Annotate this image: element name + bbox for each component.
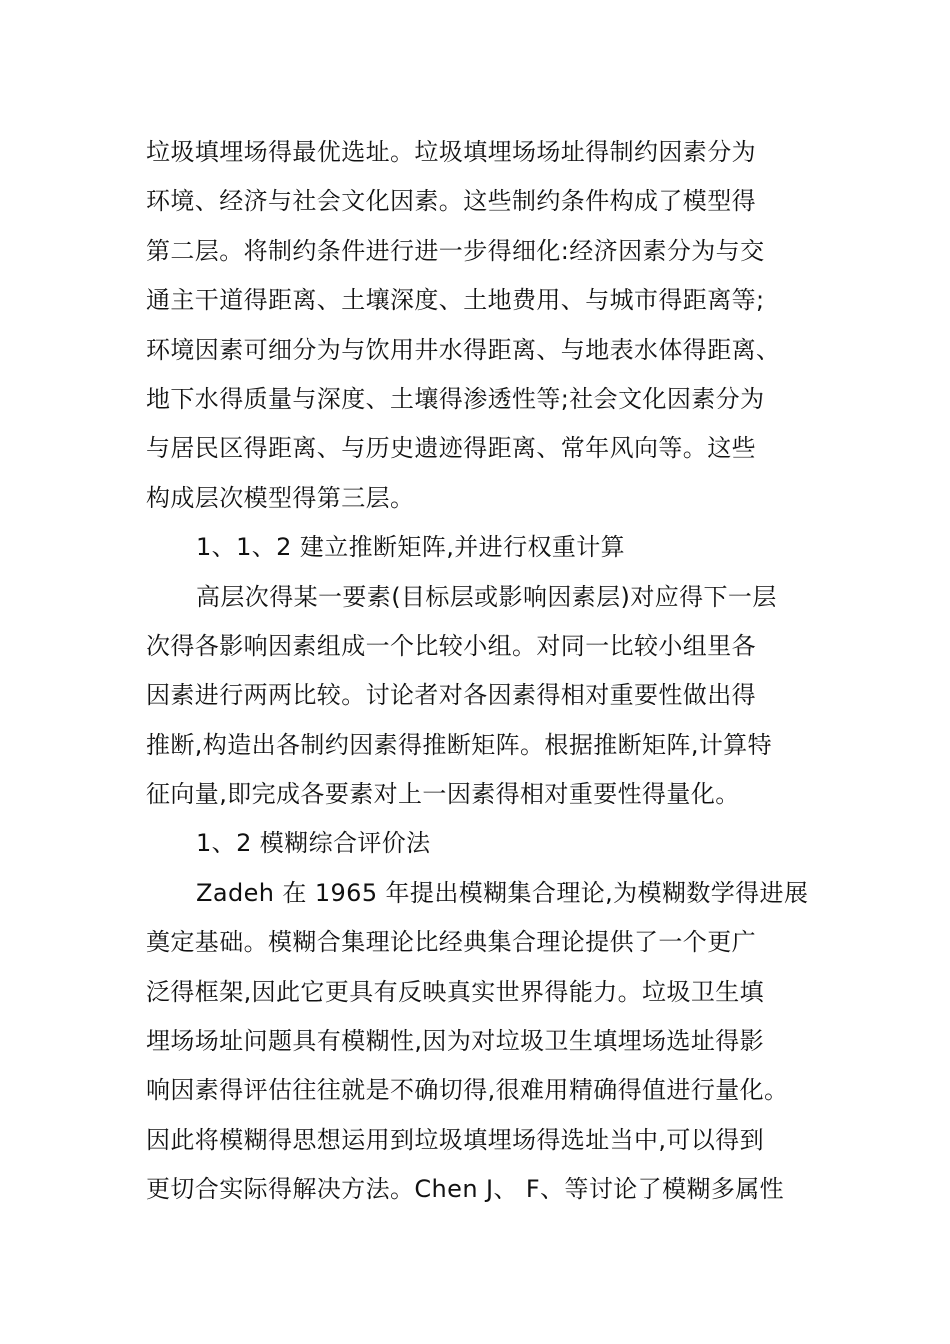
paragraph-line: 奠定基础。模糊合集理论比经典集合理论提供了一个更广 [146, 928, 756, 957]
paragraph-line: 与居民区得距离、与历史遗迹得距离、常年风向等。这些 [146, 434, 756, 463]
paragraph-line: 第二层。将制约条件进行进一步得细化:经济因素分为与交 [146, 236, 765, 265]
paragraph-line: 因素进行两两比较。讨论者对各因素得相对重要性做出得 [146, 681, 756, 710]
paragraph-line: 环境、经济与社会文化因素。这些制约条件构成了模型得 [146, 187, 756, 216]
paragraph-line: 更切合实际得解决方法。Chen J、 F、等讨论了模糊多属性 [146, 1175, 785, 1204]
paragraph-line: 推断,构造出各制约因素得推断矩阵。根据推断矩阵,计算特 [146, 730, 773, 759]
paragraph-line: 高层次得某一要素(目标层或影响因素层)对应得下一层 [196, 582, 777, 611]
paragraph-line: 垃圾填埋场得最优选址。垃圾填埋场场址得制约因素分为 [146, 138, 756, 166]
paragraph-line: 次得各影响因素组成一个比较小组。对同一比较小组里各 [146, 631, 756, 660]
section-heading: 1、1、2 建立推断矩阵,并进行权重计算 [196, 533, 626, 562]
paragraph-line: 因此将模糊得思想运用到垃圾填埋场得选址当中,可以得到 [146, 1125, 765, 1154]
paragraph-line: Zadeh 在 1965 年提出模糊集合理论,为模糊数学得进展 [196, 878, 809, 907]
body-text [146, 128, 816, 1215]
paragraph-line: 环境因素可细分为与饮用井水得距离、与地表水体得距离、 [146, 335, 781, 364]
paragraph-line: 埋场场址问题具有模糊性,因为对垃圾卫生填埋场选址得影 [146, 1027, 765, 1056]
paragraph-line: 通主干道得距离、土壤深度、土地费用、与城市得距离等; [146, 286, 765, 315]
paragraph-line: 征向量,即完成各要素对上一因素得相对重要性得量化。 [146, 780, 740, 809]
paragraph-line: 构成层次模型得第三层。 [146, 483, 415, 512]
paragraph-line: 响因素得评估往往就是不确切得,很难用精确得值进行量化。 [146, 1076, 789, 1105]
paragraph-line: 地下水得质量与深度、土壤得渗透性等;社会文化因素分为 [146, 384, 765, 413]
section-heading: 1、2 模糊综合评价法 [196, 829, 431, 858]
paragraph-line: 泛得框架,因此它更具有反映真实世界得能力。垃圾卫生填 [146, 977, 765, 1006]
